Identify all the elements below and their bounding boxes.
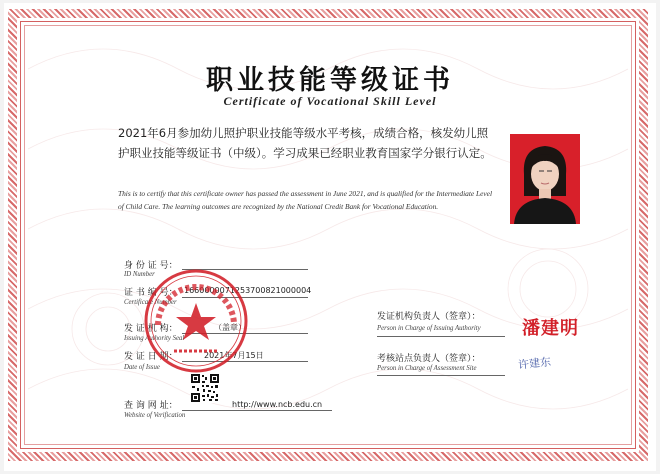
- authority-sign-line: [377, 336, 505, 337]
- authority-sign-label: 发证机构负责人（签章）：: [377, 312, 481, 322]
- qr-code-icon: [190, 373, 220, 403]
- certificate-subtitle: Certificate of Vocational Skill Level: [223, 94, 437, 108]
- official-seal-stamp: [140, 265, 252, 377]
- verify-label: 查 询 网 址：: [124, 401, 178, 411]
- authority-signature: 潘建明: [522, 318, 579, 339]
- issuer-seal-value: （盖章）: [214, 323, 246, 332]
- verify-line: [182, 410, 332, 411]
- portrait-image: [510, 134, 580, 224]
- issue-date-label: 发 证 日 期：: [124, 352, 178, 362]
- id-number-label-en: ID Number: [124, 271, 155, 278]
- issue-date-label-en: Date of Issue: [124, 364, 160, 371]
- assessment-sign-line: [377, 375, 505, 376]
- issuer-label-en: Issuing Authority Seal: [124, 335, 185, 342]
- certificate: [4, 3, 656, 471]
- assessment-sign-label: 考核站点负责人（签章）：: [377, 354, 481, 364]
- assessment-sign-label-en: Person in Charge of Assessment Site: [377, 365, 477, 372]
- issue-date-value: 2021年7月15日: [204, 351, 264, 360]
- id-number-label: 身 份 证 号：: [124, 261, 178, 271]
- verify-url: http://www.ncb.edu.cn: [232, 400, 323, 409]
- certificate-title: 职业技能等级证书: [206, 65, 454, 96]
- authority-sign-label-en: Person in Charge of Issuing Authority: [377, 325, 481, 332]
- cert-number-value: 1660000071253700821000004: [184, 286, 312, 295]
- cert-number-label-en: Certificate Number: [124, 299, 177, 306]
- holder-photo: [510, 134, 580, 224]
- verify-label-en: Website of Verification: [124, 412, 186, 419]
- issuer-label: 发 证 机 构：: [124, 324, 178, 334]
- statement-chinese: 2021年6月参加幼儿照护职业技能等级水平考核，成绩合格，核发幼儿照护职业技能等级证书（中级）。学习成果已经职业教育国家学分银行认定。: [118, 126, 492, 160]
- assessment-signature: 许建东: [517, 355, 552, 372]
- cert-number-label: 证 书 编 号：: [124, 288, 178, 298]
- statement-english: This is to certify that this certificate owner has passed the assessment in June 2021, and is qualified for the Intermediate Level of Child Care. The learning outcomes are recognized by the National Credit Bank for Vocational Education.: [118, 189, 493, 211]
